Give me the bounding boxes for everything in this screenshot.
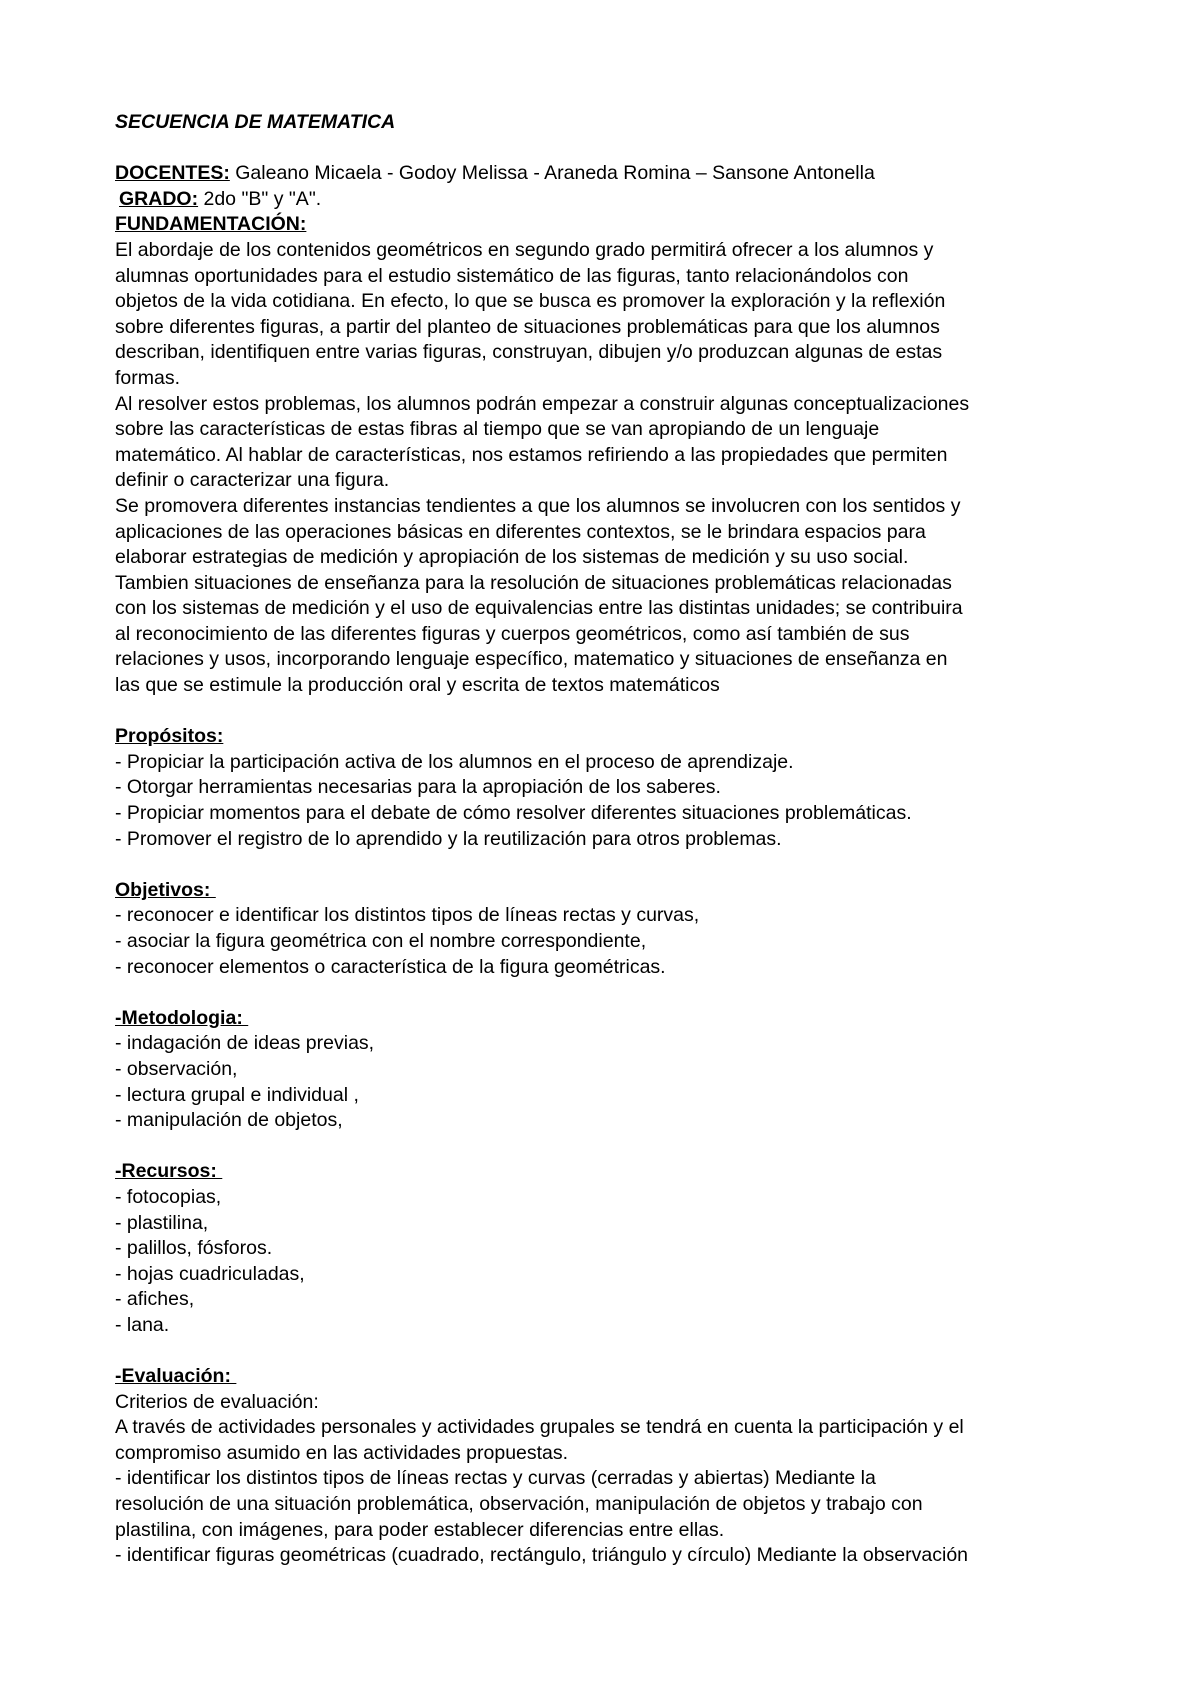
list-item: - Propiciar momentos para el debate de cómo resolver diferentes situaciones problemáticas. bbox=[115, 802, 912, 825]
evaluacion-line: - identificar figuras geométricas (cuadrado, rectángulo, triángulo y círculo) Mediante la observación bbox=[115, 1544, 969, 1567]
list-item: - observación, bbox=[115, 1057, 238, 1080]
list-item: - reconocer elementos o característica de la figura geométricas. bbox=[115, 955, 666, 978]
recursos-list bbox=[115, 1185, 1115, 1339]
document-title: SECUENCIA DE MATEMATICA bbox=[115, 111, 396, 133]
metodologia-list bbox=[115, 1031, 1115, 1133]
list-item: - plastilina, bbox=[115, 1211, 209, 1234]
evaluacion-heading: -Evaluación: bbox=[115, 1365, 237, 1388]
fundamentacion-line: las que se estimule la producción oral y escrita de textos matemáticos bbox=[115, 674, 720, 697]
evaluacion-body bbox=[115, 1390, 1115, 1569]
fundamentacion-heading: FUNDAMENTACIÓN: bbox=[115, 213, 307, 236]
docentes-line bbox=[115, 161, 1115, 187]
spacer bbox=[115, 980, 1115, 1006]
document-page bbox=[115, 110, 1115, 1569]
evaluacion-line: - identificar los distintos tipos de líneas rectas y curvas (cerradas y abiertas) Mediante la bbox=[115, 1467, 876, 1490]
fundamentacion-line: El abordaje de los contenidos geométricos en segundo grado permitirá ofrecer a los alumnos y bbox=[115, 238, 934, 261]
fundamentacion-line: Al resolver estos problemas, los alumnos podrán empezar a construir algunas conceptualizaciones bbox=[115, 392, 970, 415]
list-item: - asociar la figura geométrica con el nombre correspondiente, bbox=[115, 930, 647, 952]
fundamentacion-line: formas. bbox=[115, 366, 181, 389]
spacer bbox=[115, 1134, 1115, 1160]
fundamentacion-line: elaborar estrategias de medición y apropiación de los sistemas de medición y su uso social. bbox=[115, 546, 909, 569]
evaluacion-line: plastilina, con imágenes, para poder establecer diferencias entre ellas. bbox=[115, 1518, 725, 1541]
propositos-list bbox=[115, 750, 1115, 852]
evaluacion-line: resolución de una situación problemática, observación, manipulación de objetos y trabajo con bbox=[115, 1493, 923, 1516]
objetivos-heading: Objetivos: bbox=[115, 878, 216, 901]
recursos-heading: -Recursos: bbox=[115, 1160, 223, 1183]
list-item: - Promover el registro de lo aprendido y la reutilización para otros problemas. bbox=[115, 827, 782, 850]
propositos-heading: Propósitos: bbox=[115, 725, 224, 748]
fundamentacion-line: aplicaciones de las operaciones básicas en diferentes contextos, se le brindara espacios para bbox=[115, 520, 926, 543]
fundamentacion-line: con los sistemas de medición y el uso de equivalencias entre las distintas unidades; se contribuira bbox=[115, 597, 963, 620]
list-item: - manipulación de objetos, bbox=[115, 1109, 343, 1132]
metodologia-heading: -Metodologia: bbox=[115, 1006, 249, 1029]
evaluacion-line: A través de actividades personales y actividades grupales se tendrá en cuenta la participación y el bbox=[115, 1416, 964, 1439]
fundamentacion-line: Se promovera diferentes instancias tendientes a que los alumnos se involucren con los sentidos y bbox=[115, 494, 961, 517]
spacer bbox=[115, 852, 1115, 878]
list-item: - afiches, bbox=[115, 1288, 195, 1311]
fundamentacion-line: definir o caracterizar una figura. bbox=[115, 469, 390, 492]
list-item: - hojas cuadriculadas, bbox=[115, 1262, 305, 1285]
fundamentacion-line: sobre diferentes figuras, a partir del planteo de situaciones problemáticas para que los alumnos bbox=[115, 315, 940, 338]
fundamentacion-line: describan, identifiquen entre varias figuras, construyan, dibujen y/o produzcan algunas de estas bbox=[115, 341, 943, 364]
list-item: - Propiciar la participación activa de los alumnos en el proceso de aprendizaje. bbox=[115, 750, 794, 773]
list-item: - Otorgar herramientas necesarias para la apropiación de los saberes. bbox=[115, 776, 721, 799]
fundamentacion-line: alumnas oportunidades para el estudio sistemático de las figuras, tanto relacionándolos con bbox=[115, 264, 909, 287]
list-item: - indagación de ideas previas, bbox=[115, 1032, 375, 1055]
spacer bbox=[115, 699, 1115, 725]
list-item: - lectura grupal e individual , bbox=[115, 1083, 359, 1106]
fundamentacion-line: sobre las características de estas fibras al tiempo que se van apropiando de un lenguaje bbox=[115, 418, 880, 441]
grado-value: 2do "B" y "A". bbox=[198, 187, 322, 210]
list-item: - fotocopias, bbox=[115, 1185, 222, 1208]
fundamentacion-line: relaciones y usos, incorporando lenguaje específico, matematico y situaciones de enseñanza en bbox=[115, 648, 948, 671]
docentes-value: Galeano Micaela - Godoy Melissa - Araneda Romina – Sansone Antonella bbox=[229, 162, 875, 185]
list-item: - palillos, fósforos. bbox=[115, 1237, 273, 1260]
fundamentacion-line: matemático. Al hablar de características, nos estamos refiriendo a las propiedades que permiten bbox=[115, 443, 948, 466]
grado-line bbox=[115, 187, 1115, 213]
evaluacion-line: Criterios de evaluación: bbox=[115, 1390, 319, 1413]
docentes-label: DOCENTES: bbox=[115, 162, 230, 185]
list-item: - lana. bbox=[115, 1313, 170, 1336]
grado-label: GRADO: bbox=[119, 187, 199, 210]
evaluacion-line: compromiso asumido en las actividades propuestas. bbox=[115, 1441, 569, 1464]
spacer bbox=[115, 1339, 1115, 1365]
fundamentacion-line: objetos de la vida cotidiana. En efecto, lo que se busca es promover la exploración y la reflexión bbox=[115, 290, 946, 313]
objetivos-list bbox=[115, 903, 1115, 980]
list-item: - reconocer e identificar los distintos tipos de líneas rectas y curvas, bbox=[115, 904, 700, 927]
fundamentacion-line: al reconocimiento de las diferentes figuras y cuerpos geométricos, como así también de sus bbox=[115, 622, 910, 645]
fundamentacion-body bbox=[115, 238, 1115, 699]
fundamentacion-line: Tambien situaciones de enseñanza para la resolución de situaciones problemáticas relacionadas bbox=[115, 571, 952, 594]
spacer bbox=[115, 136, 1115, 162]
